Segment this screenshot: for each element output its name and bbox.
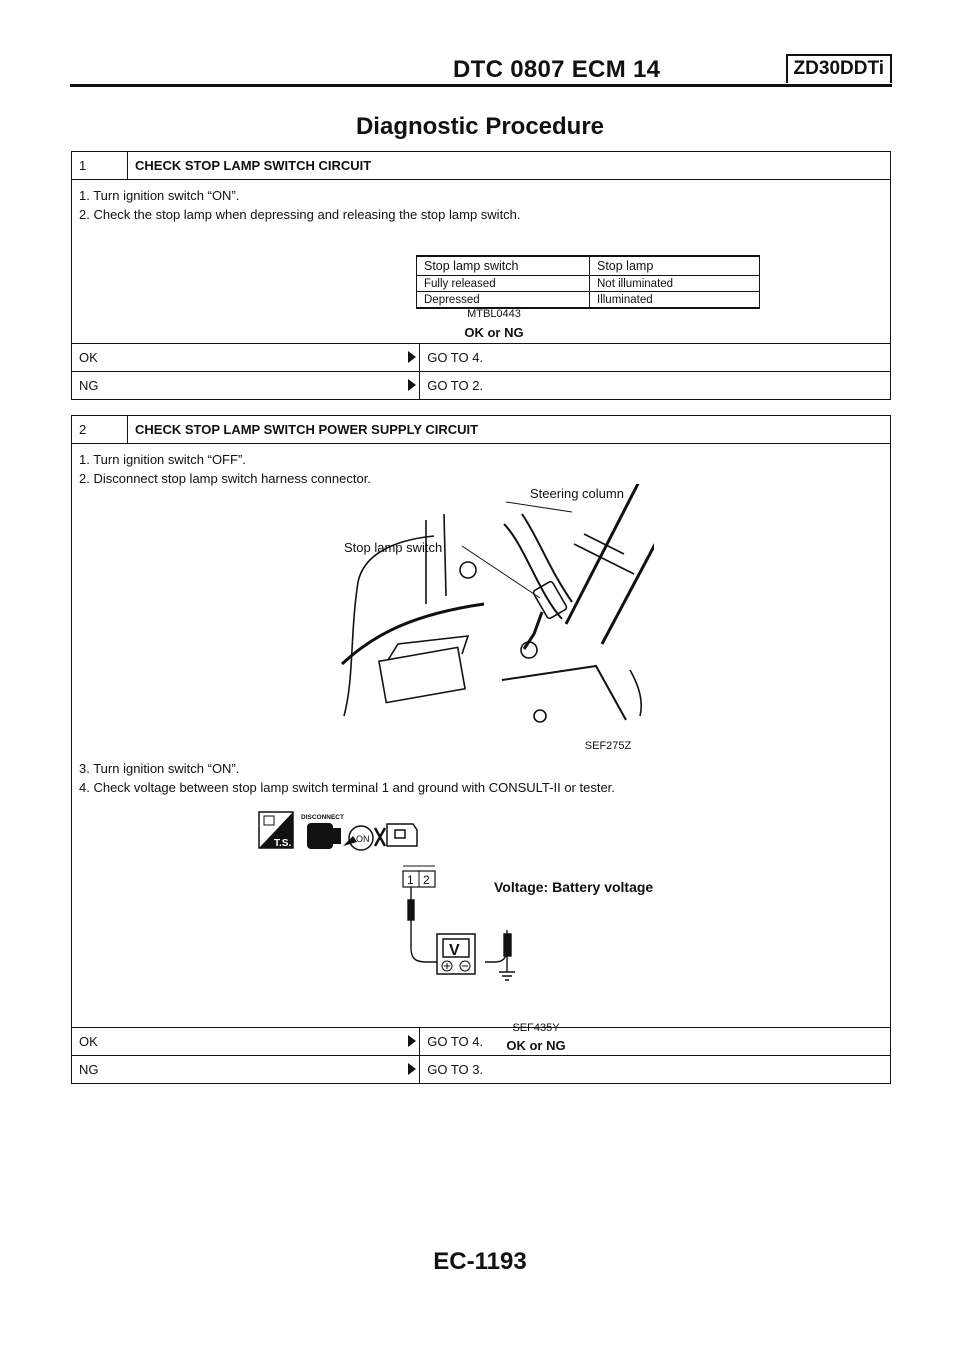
voltmeter <box>437 934 475 974</box>
instruction-line: 2. Check the stop lamp when depressing and releasing the stop lamp switch. <box>79 207 521 222</box>
step-title: CHECK STOP LAMP SWITCH POWER SUPPLY CIRCUIT <box>128 416 891 444</box>
arrow-right-icon <box>408 379 416 391</box>
page-title: Diagnostic Procedure <box>355 113 605 140</box>
steering-column-label: Steering column <box>530 486 624 501</box>
svg-text:ON: ON <box>356 834 370 844</box>
step-body <box>72 180 891 344</box>
section-title: DTC 0807 ECM 14 <box>453 56 661 83</box>
result-action: GO TO 4. <box>420 344 891 372</box>
figure-code: SEF435Y <box>512 1022 560 1034</box>
voltage-spec-text: Voltage: Battery voltage <box>494 879 654 895</box>
ok-or-ng-question: OK or NG <box>506 1038 566 1053</box>
figure-code: MTBL0443 <box>467 308 521 320</box>
result-label: NG <box>72 372 420 400</box>
instruction-line: 1. Turn ignition switch “ON”. <box>79 188 240 203</box>
svg-text:DISCONNECT: DISCONNECT <box>301 814 344 821</box>
spec-cell: Not illuminated <box>590 276 760 292</box>
stop-lamp-switch-location-illustration <box>334 484 654 729</box>
page-number: EC-1193 <box>433 1248 527 1275</box>
stop-lamp-spec-table <box>416 255 760 309</box>
terminal-2-label: 2 <box>423 873 430 887</box>
ok-or-ng-question: OK or NG <box>464 325 524 340</box>
ts-icon <box>259 812 293 849</box>
step-2-table <box>71 415 891 1084</box>
result-label: NG <box>72 1056 420 1084</box>
result-action: GO TO 2. <box>420 372 891 400</box>
engine-model-badge: ZD30DDTi <box>786 54 892 83</box>
voltage-check-illustration <box>257 808 677 1008</box>
step-number: 2 <box>72 416 128 444</box>
spec-cell: Illuminated <box>590 292 760 309</box>
result-action: GO TO 3. <box>420 1056 891 1084</box>
stop-lamp-switch-label: Stop lamp switch <box>344 540 443 555</box>
spec-header: Stop lamp switch <box>417 256 590 276</box>
page-header <box>70 54 892 87</box>
terminal-connector <box>403 866 435 887</box>
instruction-line: 3. Turn ignition switch “ON”. <box>79 761 240 776</box>
instruction-line: 2. Disconnect stop lamp switch harness connector. <box>79 471 371 486</box>
svg-text:T.S.: T.S. <box>274 838 292 849</box>
spec-header: Stop lamp <box>590 256 760 276</box>
result-action: GO TO 4. <box>420 1028 891 1056</box>
ignition-key-icon <box>343 826 373 850</box>
step-title: CHECK STOP LAMP SWITCH CIRCUIT <box>128 152 891 180</box>
arrow-right-icon <box>408 1035 416 1047</box>
step-number: 1 <box>72 152 128 180</box>
step-1-table <box>71 151 891 400</box>
spec-cell: Fully released <box>417 276 590 292</box>
instruction-line: 1. Turn ignition switch “OFF”. <box>79 452 246 467</box>
figure-code: SEF275Z <box>584 740 632 752</box>
terminal-1-label: 1 <box>407 873 414 887</box>
instruction-line: 4. Check voltage between stop lamp switch terminal 1 and ground with CONSULT-II or tester. <box>79 780 615 795</box>
arrow-right-icon <box>408 1063 416 1075</box>
spec-cell: Depressed <box>417 292 590 309</box>
disconnect-connector-icon <box>301 814 344 849</box>
result-label: OK <box>72 344 420 372</box>
svg-text:V: V <box>449 942 460 959</box>
result-label: OK <box>72 1028 420 1056</box>
harness-connector-icon <box>375 824 417 846</box>
arrow-right-icon <box>408 351 416 363</box>
